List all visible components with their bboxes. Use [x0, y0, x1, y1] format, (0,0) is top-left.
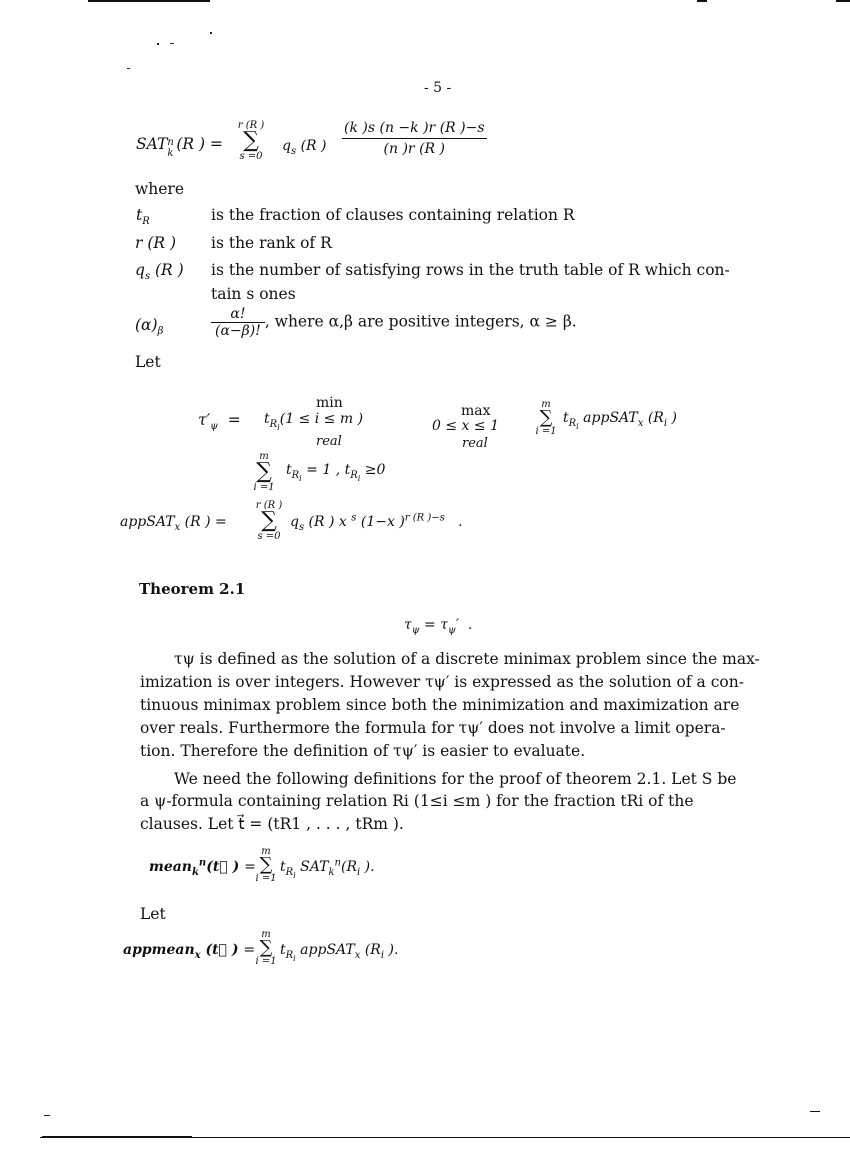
appmean-lhs: appmean$_x$ (t⃗ ) = [123, 942, 256, 961]
constraint-sum-lower: i =1 [253, 482, 275, 493]
definition-symbol: $t_R$ [136, 206, 150, 228]
min-under: real [316, 434, 342, 449]
tau-summation [533, 399, 559, 437]
sat-sum-upper: r (R ) [237, 120, 265, 131]
falling-factorial-fraction [211, 306, 265, 339]
sat-term-q: q [282, 138, 291, 154]
paragraph-line: tinuous minimax problem since both the minimization and maximization are [140, 696, 740, 714]
sat-fraction-numerator: (k )s (n −k )r (R )−s [342, 120, 487, 139]
appmean-rhs: $t_{R_i}$ appSAT$_x$ ($R_i$ ). [280, 942, 399, 963]
sat-sum-lower: s =0 [239, 151, 263, 162]
where-label: where [135, 180, 185, 198]
let-label: Let [135, 353, 161, 371]
scan-border-top-far-right [836, 0, 850, 2]
mean-lhs: mean$_k^n$(t⃗ ) = [149, 857, 256, 878]
min-operator: min [316, 395, 343, 411]
max-operator: max [461, 403, 491, 419]
sigma-icon: ∑ [259, 854, 273, 875]
definition-falling-factorial [211, 306, 577, 339]
appsat-rhs: $q_s$ (R ) x $^s$ (1−x )$^{r (R )-s}$ . [290, 512, 463, 533]
sat-summation [236, 120, 266, 162]
sigma-icon: ∑ [259, 937, 273, 958]
appsat-summation [254, 500, 284, 542]
definition-symbol: $(\alpha)_\beta$ [135, 316, 164, 338]
sat-lhs-name: SAT [136, 135, 168, 153]
mean-summation [254, 846, 278, 884]
mean-rhs: $t_{R_i}$ $SAT_k^n(R_i$ ). [280, 857, 375, 880]
sat-lhs-arg: (R ) = [176, 135, 223, 153]
sat-term [282, 138, 327, 157]
appsat-sum-upper: r (R ) [255, 500, 283, 511]
fraction-denominator: (α−β)! [215, 323, 261, 339]
scan-border-bottom-thick [42, 1136, 192, 1138]
scan-speck [210, 32, 212, 34]
scan-speck [157, 43, 159, 45]
definition-symbol: $q_s$ (R ) [135, 261, 184, 283]
theorem-heading: Theorem 2.1 [139, 580, 246, 598]
sat-lhs-sup: n [167, 137, 174, 148]
paragraph-line: τψ is defined as the solution of a discrete minimax problem since the max- [174, 650, 760, 668]
sigma-icon: ∑ [539, 407, 553, 428]
sat-term-sub: s [290, 145, 297, 157]
constraint-summation [250, 451, 278, 493]
definition-text: is the fraction of clauses containing relation R [211, 206, 575, 224]
page-number: - 5 - [424, 80, 452, 96]
tau-sum-term: $t_{R_i}$ appSAT$_x$ ($R_i$ ) [563, 410, 677, 431]
equation-sat-lhs [136, 135, 223, 159]
definition-text: , where α,β are positive integers, α ≥ β. [264, 312, 577, 331]
constraint: $t_{R_i} = 1$ , $t_{R_i} \ge 0$ [286, 462, 386, 483]
definition-text: is the rank of R [211, 234, 332, 252]
max-under: real [462, 436, 488, 451]
theorem-statement: $\tau_\psi = \tau_\psi'$ . [404, 617, 473, 636]
appsat-lhs: appSAT$_x$ (R ) = [120, 514, 227, 533]
scan-speck [127, 68, 130, 69]
sat-fraction-denominator: (n )r (R ) [383, 141, 445, 157]
paragraph-line: a ψ-formula containing relation Ri (1≤i ≤m ) for the fraction tRi of the [140, 792, 694, 810]
sigma-icon: ∑ [243, 128, 259, 153]
paragraph-line: imization is over integers. However τψ′ is expressed as the solution of a con- [140, 673, 744, 691]
mean-sum-upper: m [261, 846, 271, 857]
mean-sum-lower: i =1 [255, 873, 277, 884]
definition-text: is the number of satisfying rows in the truth table of R which con- [211, 261, 730, 279]
sigma-icon: ∑ [256, 459, 272, 484]
fraction-numerator: α! [211, 306, 265, 323]
paragraph-line: over reals. Furthermore the formula for τψ′ does not involve a limit opera- [140, 719, 726, 737]
tau-sum-upper: m [541, 399, 551, 410]
sat-fraction [342, 120, 487, 157]
definition-symbol: r (R ) [135, 234, 177, 252]
max-variable: 0 ≤ x ≤ 1 [432, 418, 499, 434]
sat-lhs-sub: k [167, 148, 174, 159]
scan-border-top-left [88, 0, 210, 2]
appsat-sum-lower: s =0 [257, 531, 281, 542]
scan-speck [44, 1115, 50, 1116]
constraint-sum-upper: m [259, 451, 269, 462]
paragraph-line: tion. Therefore the definition of τψ′ is easier to evaluate. [140, 742, 586, 760]
appmean-summation [254, 929, 278, 967]
sat-term-arg: (R ) [300, 138, 327, 154]
paragraph-line: clauses. Let t⃗ = (tR1 , . . . , tRm ). [140, 815, 404, 833]
scan-border-top-right [697, 0, 707, 2]
tau-prime-lhs: $\tau'_\psi$ = [198, 411, 241, 433]
min-variable: $t_{R_i}(1 \le i \le m$ ) [264, 411, 364, 432]
tau-sum-lower: i =1 [535, 426, 557, 437]
definition-text-continued: tain s ones [211, 285, 296, 303]
appmean-sum-upper: m [261, 929, 271, 940]
scan-speck [170, 43, 174, 44]
let-label: Let [140, 905, 166, 923]
scan-mark-right [810, 1111, 820, 1112]
appmean-sum-lower: i =1 [255, 956, 277, 967]
sigma-icon: ∑ [261, 508, 277, 533]
paragraph-line: We need the following definitions for the proof of theorem 2.1. Let S be [174, 770, 737, 788]
